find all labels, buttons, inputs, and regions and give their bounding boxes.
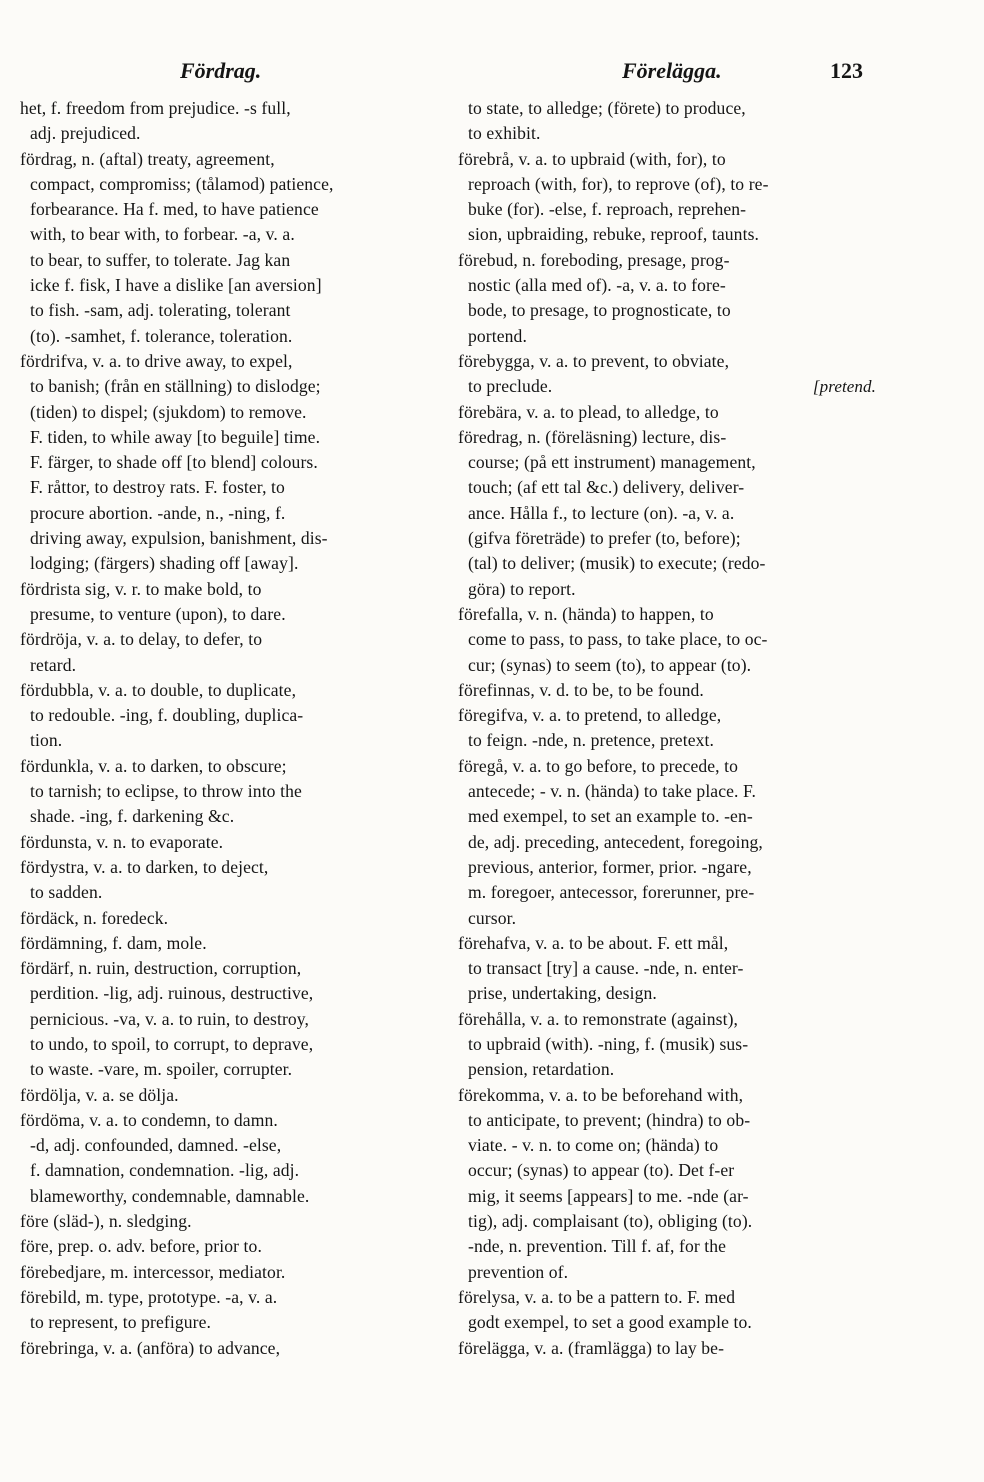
entry-text: förelysa, v. a. to be a pattern to. F. med xyxy=(458,1286,736,1307)
entry-line xyxy=(20,147,438,172)
entry-text: -nde, n. prevention. Till f. af, for the xyxy=(468,1236,727,1257)
entry-line xyxy=(458,1184,876,1209)
entry-line xyxy=(20,1057,438,1082)
entry-text: forbearance. Ha f. med, to have patience xyxy=(30,199,319,220)
entry-text: lodging; (färgers) shading off [away]. xyxy=(30,553,299,574)
entry-text: with, to bear with, to forbear. -a, v. a. xyxy=(30,224,295,245)
entry-line xyxy=(458,172,876,197)
entry-line xyxy=(20,551,438,576)
entry-text: cur; (synas) to seem (to), to appear (to). xyxy=(468,654,752,675)
entry-line xyxy=(458,96,876,121)
entry-text: to undo, to spoil, to corrupt, to deprave, xyxy=(30,1033,314,1054)
entry-text: m. foregoer, antecessor, forerunner, pre- xyxy=(468,882,755,903)
entry-line xyxy=(20,450,438,475)
entry-text: förefalla, v. n. (hända) to happen, to xyxy=(458,603,714,624)
entry-text: prise, undertaking, design. xyxy=(468,983,657,1004)
entry-line xyxy=(458,1057,876,1082)
left-running-head: Fördrag. xyxy=(180,58,262,83)
entry-line xyxy=(20,501,438,526)
entry-line xyxy=(458,374,876,399)
entry-text: to preclude. xyxy=(468,376,553,397)
entry-line xyxy=(458,678,876,703)
entry-line xyxy=(20,1260,438,1285)
entry-text: förebild, m. type, prototype. -a, v. a. xyxy=(20,1286,278,1307)
entry-line xyxy=(458,1209,876,1234)
entry-line xyxy=(20,248,438,273)
entry-text: förehålla, v. a. to remonstrate (against), xyxy=(458,1008,739,1029)
entry-text: F. färger, to shade off [to blend] colours. xyxy=(30,452,318,473)
entry-text: to fish. -sam, adj. tolerating, tolerant xyxy=(30,300,291,321)
entry-line xyxy=(458,804,876,829)
entry-line xyxy=(20,172,438,197)
entry-line xyxy=(458,1032,876,1057)
entry-text: mig, it seems [appears] to me. -nde (ar- xyxy=(468,1185,749,1206)
entry-text: tig), adj. complaisant (to), obliging (to). xyxy=(468,1211,753,1232)
entry-line xyxy=(20,526,438,551)
entry-line xyxy=(458,147,876,172)
entry-line xyxy=(20,931,438,956)
entry-line xyxy=(20,1108,438,1133)
entry-line xyxy=(458,602,876,627)
entry-text: driving away, expulsion, banishment, dis- xyxy=(30,528,328,549)
entry-line xyxy=(20,956,438,981)
entry-line xyxy=(458,855,876,880)
entry-line xyxy=(20,1158,438,1183)
entry-line xyxy=(458,577,876,602)
entry-line xyxy=(458,551,876,576)
page-number: 123 xyxy=(830,58,863,83)
entry-line xyxy=(458,222,876,247)
entry-line xyxy=(20,1209,438,1234)
entry-line xyxy=(20,830,438,855)
entry-text: to waste. -vare, m. spoiler, corrupter. xyxy=(30,1059,293,1080)
entry-line xyxy=(458,653,876,678)
entry-text: (tiden) to dispel; (sjukdom) to remove. xyxy=(30,401,307,422)
entry-line xyxy=(458,324,876,349)
entry-text: godt exempel, to set a good example to. xyxy=(468,1312,752,1333)
entry-line xyxy=(458,349,876,374)
entry-text: -d, adj. confounded, damned. -else, xyxy=(30,1135,282,1156)
entry-text: fördunkla, v. a. to darken, to obscure; xyxy=(20,755,287,776)
entry-line xyxy=(458,931,876,956)
entry-text: icke f. fisk, I have a dislike [an aversion] xyxy=(30,275,322,296)
entry-line xyxy=(20,324,438,349)
entry-line xyxy=(20,703,438,728)
entry-line xyxy=(20,425,438,450)
entry-text: fördubbla, v. a. to double, to duplicate, xyxy=(20,679,297,700)
entry-line xyxy=(458,754,876,779)
entry-text: fördöma, v. a. to condemn, to damn. xyxy=(20,1109,278,1130)
entry-text: fördröja, v. a. to delay, to defer, to xyxy=(20,629,263,650)
entry-text: fördrista sig, v. r. to make bold, to xyxy=(20,578,262,599)
entry-text: presume, to venture (upon), to dare. xyxy=(30,603,286,624)
entry-line xyxy=(458,1234,876,1259)
entry-text: före, prep. o. adv. before, prior to. xyxy=(20,1236,262,1257)
entry-text: compact, compromiss; (tålamod) patience, xyxy=(30,173,334,194)
entry-text: bode, to presage, to prognosticate, to xyxy=(468,300,731,321)
entry-text: portend. xyxy=(468,325,527,346)
entry-text: to upbraid (with). -ning, f. (musik) sus- xyxy=(468,1033,749,1054)
entry-text: to represent, to prefigure. xyxy=(30,1312,212,1333)
entry-line xyxy=(458,956,876,981)
entry-text: före (släd-), n. sledging. xyxy=(20,1211,192,1232)
entry-text: föredrag, n. (föreläsning) lecture, dis- xyxy=(458,426,727,447)
entry-text: fördystra, v. a. to darken, to deject, xyxy=(20,856,269,877)
entry-line xyxy=(458,1260,876,1285)
entry-line xyxy=(20,602,438,627)
entry-text: förebära, v. a. to plead, to alledge, to xyxy=(458,401,719,422)
entry-line xyxy=(458,526,876,551)
entry-text: reproach (with, for), to reprove (of), to re- xyxy=(468,173,769,194)
entry-text: antecede; - v. n. (hända) to take place. F. xyxy=(468,781,757,802)
entry-text: fördölja, v. a. se dölja. xyxy=(20,1084,179,1105)
entry-line xyxy=(458,425,876,450)
entry-text: f. damnation, condemnation. -lig, adj. xyxy=(30,1160,300,1181)
entry-text: perdition. -lig, adj. ruinous, destructive, xyxy=(30,983,314,1004)
entry-line xyxy=(458,121,876,146)
entry-text: pension, retardation. xyxy=(468,1059,615,1080)
entry-line xyxy=(20,1032,438,1057)
entry-line xyxy=(20,96,438,121)
entry-line xyxy=(458,1108,876,1133)
entry-text: F. tiden, to while away [to beguile] time. xyxy=(30,426,321,447)
entry-text: fördrag, n. (aftal) treaty, agreement, xyxy=(20,148,275,169)
entry-text: förekomma, v. a. to be beforehand with, xyxy=(458,1084,744,1105)
entry-line xyxy=(458,501,876,526)
entry-line xyxy=(20,1083,438,1108)
entry-line xyxy=(20,475,438,500)
entry-line xyxy=(458,627,876,652)
entry-line xyxy=(458,450,876,475)
entry-line xyxy=(20,1234,438,1259)
entry-text: de, adj. preceding, antecedent, foregoing, xyxy=(468,831,763,852)
entry-text: sion, upbraiding, rebuke, reproof, taunts. xyxy=(468,224,760,245)
entry-text: to transact [try] a cause. -nde, n. enter- xyxy=(468,958,744,979)
entry-text: förebringa, v. a. (anföra) to advance, xyxy=(20,1337,281,1358)
entry-text: retard. xyxy=(30,654,77,675)
entry-text: F. råttor, to destroy rats. F. foster, to xyxy=(30,477,285,498)
entry-text: förebedjare, m. intercessor, mediator. xyxy=(20,1261,286,1282)
entry-line xyxy=(20,880,438,905)
entry-text: förebrå, v. a. to upbraid (with, for), to xyxy=(458,148,726,169)
entry-line xyxy=(458,830,876,855)
entry-text: het, f. freedom from prejudice. -s full, xyxy=(20,98,291,118)
entry-line xyxy=(20,197,438,222)
entry-line xyxy=(458,273,876,298)
entry-text: föregå, v. a. to go before, to precede, to xyxy=(458,755,739,776)
entry-text: come to pass, to pass, to take place, to oc- xyxy=(468,629,768,650)
entry-line xyxy=(458,1133,876,1158)
entry-line xyxy=(20,577,438,602)
entry-text: förebygga, v. a. to prevent, to obviate, xyxy=(458,350,730,371)
entry-line xyxy=(20,400,438,425)
right-running-head: Förelägga. xyxy=(622,58,722,83)
entry-text: fördämning, f. dam, mole. xyxy=(20,932,207,953)
entry-text: to exhibit. xyxy=(468,123,541,144)
entry-line xyxy=(458,1158,876,1183)
entry-text: touch; (af ett tal &c.) delivery, deliver- xyxy=(468,477,745,498)
entry-text: to bear, to suffer, to tolerate. Jag kan xyxy=(30,249,291,270)
entry-text: course; (på ett instrument) management, xyxy=(468,452,756,473)
entry-line xyxy=(20,298,438,323)
entry-text: (tal) to deliver; (musik) to execute; (redo- xyxy=(468,553,766,574)
carried-word: [pretend. xyxy=(812,377,876,397)
entry-line xyxy=(458,197,876,222)
entry-text: to feign. -nde, n. pretence, pretext. xyxy=(468,730,715,751)
entry-line xyxy=(458,400,876,425)
entry-line xyxy=(20,349,438,374)
entry-text: (to). -samhet, f. tolerance, toleration. xyxy=(30,325,293,346)
entry-line xyxy=(20,653,438,678)
entry-text: förelägga, v. a. (framlägga) to lay be- xyxy=(458,1337,725,1358)
entry-text: viate. - v. n. to come on; (hända) to xyxy=(468,1135,719,1156)
entry-line xyxy=(20,374,438,399)
entry-text: adj. prejudiced. xyxy=(30,123,141,144)
entry-text: occur; (synas) to appear (to). Det f-er xyxy=(468,1160,735,1181)
entry-text: to anticipate, to prevent; (hindra) to ob- xyxy=(468,1109,751,1130)
entry-text: förehafva, v. a. to be about. F. ett mål, xyxy=(458,932,729,953)
entry-text: cursor. xyxy=(468,907,517,928)
entry-line xyxy=(458,1336,876,1361)
entry-text: to sadden. xyxy=(30,882,103,903)
entry-line xyxy=(458,880,876,905)
entry-line xyxy=(458,779,876,804)
entry-text: procure abortion. -ande, n., -ning, f. xyxy=(30,502,286,523)
entry-text: blameworthy, condemnable, damnable. xyxy=(30,1185,310,1206)
entry-text: fördunsta, v. n. to evaporate. xyxy=(20,831,224,852)
entry-line xyxy=(458,475,876,500)
entry-text: shade. -ing, f. darkening &c. xyxy=(30,806,235,827)
entry-text: göra) to report. xyxy=(468,578,576,599)
entry-line xyxy=(20,779,438,804)
entry-text: pernicious. -va, v. a. to ruin, to destroy, xyxy=(30,1008,310,1029)
entry-text: prevention of. xyxy=(468,1261,569,1282)
right-column xyxy=(458,96,876,1361)
entry-text: (gifva företräde) to prefer (to, before); xyxy=(468,528,741,549)
entry-line xyxy=(458,1007,876,1032)
entry-text: fördärf, n. ruin, destruction, corruption, xyxy=(20,958,302,979)
entry-line xyxy=(20,1310,438,1335)
entry-line xyxy=(20,981,438,1006)
entry-text: to state, to alledge; (förete) to produce, xyxy=(468,98,746,118)
entry-text: to tarnish; to eclipse, to throw into the xyxy=(30,781,302,802)
entry-line xyxy=(458,1310,876,1335)
entry-line xyxy=(458,1285,876,1310)
entry-line xyxy=(458,298,876,323)
entry-line xyxy=(20,121,438,146)
entry-line xyxy=(20,627,438,652)
left-column xyxy=(20,96,438,1361)
entry-line xyxy=(20,222,438,247)
entry-line xyxy=(20,754,438,779)
entry-line xyxy=(20,804,438,829)
entry-text: ance. Hålla f., to lecture (on). -a, v. a. xyxy=(468,502,735,523)
entry-text: förebud, n. foreboding, presage, prog- xyxy=(458,249,730,270)
entry-line xyxy=(458,728,876,753)
entry-text: to redouble. -ing, f. doubling, duplica- xyxy=(30,705,304,726)
entry-line xyxy=(20,1007,438,1032)
entry-line xyxy=(20,1285,438,1310)
entry-line xyxy=(20,855,438,880)
entry-text: föregifva, v. a. to pretend, to alledge, xyxy=(458,705,722,726)
entry-text: nostic (alla med of). -a, v. a. to fore- xyxy=(468,275,726,296)
page-header xyxy=(0,58,984,92)
entry-text: fördäck, n. foredeck. xyxy=(20,907,169,928)
entry-line xyxy=(20,906,438,931)
entry-line xyxy=(20,1336,438,1361)
entry-line xyxy=(458,248,876,273)
entry-text: fördrifva, v. a. to drive away, to expel, xyxy=(20,350,293,371)
entry-text: buke (for). -else, f. reproach, reprehen- xyxy=(468,199,747,220)
entry-text: previous, anterior, former, prior. -ngare, xyxy=(468,856,752,877)
entry-line xyxy=(20,1184,438,1209)
entry-line xyxy=(458,1083,876,1108)
entry-line xyxy=(20,273,438,298)
entry-line xyxy=(458,703,876,728)
entry-text: förefinnas, v. d. to be, to be found. xyxy=(458,679,704,700)
entry-text: med exempel, to set an example to. -en- xyxy=(468,806,753,827)
entry-line xyxy=(20,1133,438,1158)
entry-text: to banish; (från en ställning) to dislodge; xyxy=(30,376,321,397)
entry-line xyxy=(20,728,438,753)
entry-line xyxy=(458,906,876,931)
entry-line xyxy=(458,981,876,1006)
entry-line xyxy=(20,678,438,703)
entry-text: tion. xyxy=(30,730,63,751)
